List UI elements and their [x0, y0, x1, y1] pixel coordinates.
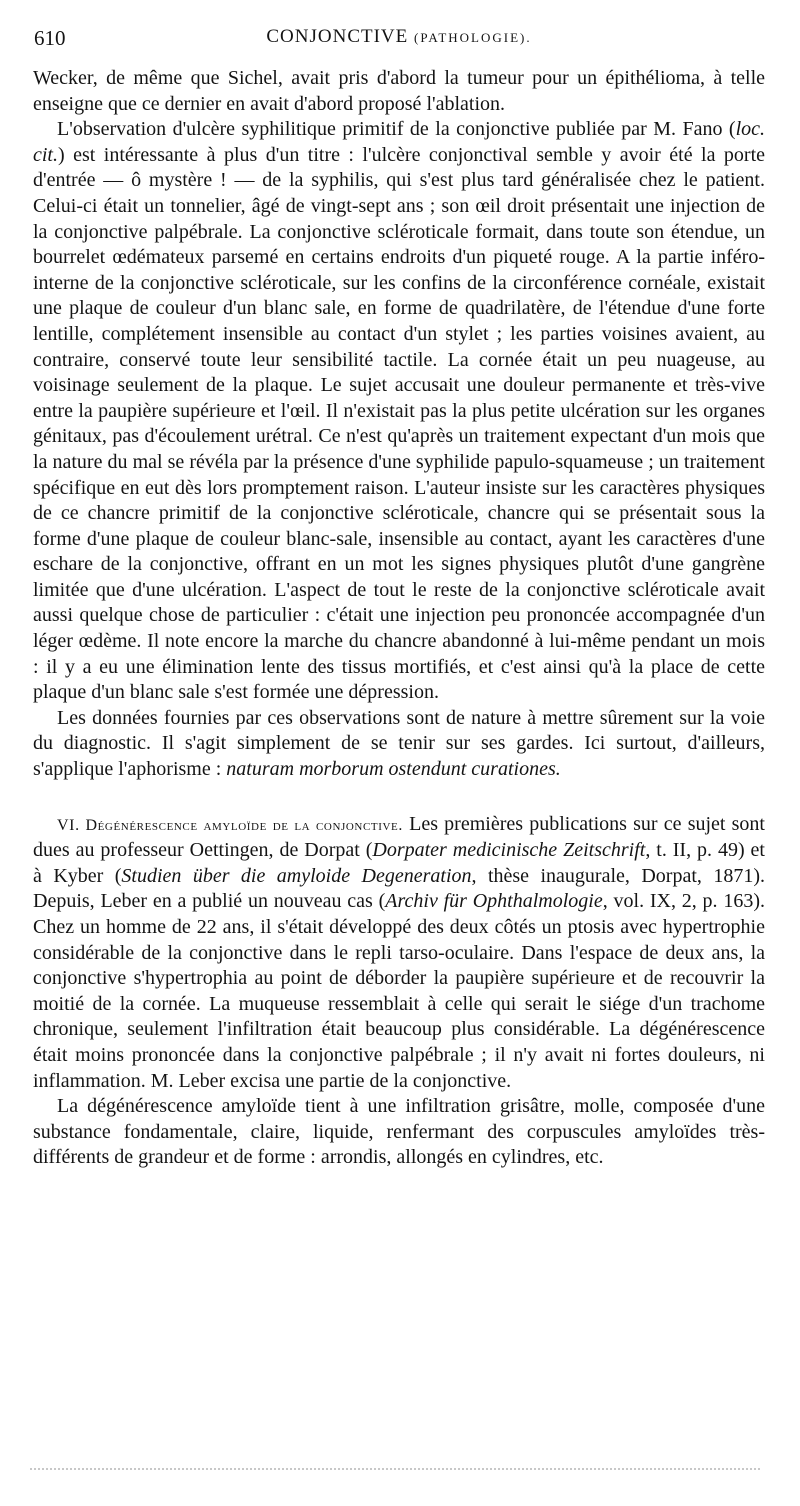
- paragraph-1: Wecker, de même que Sichel, avait pris d'abord la tumeur pour un épithélioma, à telle enseigne que ce dernier en avait d'abord proposé l'ablation.: [33, 67, 765, 115]
- running-title-sub: (PATHOLOGIE).: [414, 30, 532, 45]
- bleed-through-line: [30, 1468, 760, 1473]
- citation-loc-cit: loc. cit.: [33, 118, 765, 166]
- running-title: [34, 26, 764, 48]
- paragraph-4-text-c: , thèse inaugurale, Dorpat, 1871). Depuis, Leber en a publié un nouveau cas (: [33, 864, 765, 913]
- journal-title-1: Dorpater medicinische Zeitschrift: [372, 839, 646, 862]
- paragraph-2-text-a: L'observation d'ulcère syphilitique primitif de la conjonctive publiée par M. Fano (: [57, 118, 736, 141]
- running-title-main: CONJONCTIVE: [266, 26, 409, 47]
- section-gap: [33, 783, 765, 812]
- paragraph-3: [33, 706, 765, 783]
- paragraph-4: [33, 812, 765, 1095]
- paragraph-4-text-a: Les premières publications sur ce sujet sont dues au professeur Oettingen, de Dorpat (: [33, 812, 765, 862]
- page-number: 610: [34, 26, 66, 50]
- journal-title-3: Archiv für Ophthalmologie: [385, 890, 603, 913]
- paragraph-4-text-d: , vol. IX, 2, p. 163). Chez un homme de 22 ans, il s'était développé des deux côtés un ptosis avec hypertrophie considérable de la conjonctive dans le repli tarso-oculaire. Dans l'espace de deux ans, la conjonctive s'hypertrophia au point de déborder la paupière supérieure et de recouvrir la moitié de la cornée. La muqueuse ressemblait à celle qui serait le siége d'un trachome chronique, seulement l'infiltration était beaucoup plus considérable. La dégénérescence était moins prononcée dans la conjonctive palpébrale ; il n'y avait ni fortes douleurs, ni inflammation. M. Leber excisa une partie de la conjonctive.: [33, 890, 765, 1092]
- paragraph-4-text-b: , t. II, p. 49) et à Kyber (: [33, 839, 765, 887]
- section-heading: VI. Dégénérescence amyloïde de la conjonctive.: [57, 816, 403, 834]
- body-text: [33, 66, 765, 1171]
- paragraph-2-text-b: ) est intéressante à plus d'un titre : l'ulcère conjonctival semble y avoir été la porte d'entrée — ô mystère ! — de la syphilis, qui s'est plus tard généralisée chez le patient. Celui-ci était un tonnelier, âgé de vingt-sept ans ; son œil droit présentait une injection de la conjonctive palpébrale. La conjonctive scléroticale formait, dans toute son étendue, un bourrelet œdémateux parsemé en certains endroits d'un piqueté rouge. A la partie inféro-interne de la conjonctive scléroticale, sur les confins de la circonférence cornéale, existait une plaque de couleur d'un blanc sale, en forme de quadrilatère, de l'étendue d'une forte lentille, complétement insensible au contact d'un stylet ; les parties voisines avaient, au contraire, conservé toute leur sensibilité tactile. La cornée était un peu nuageuse, au voisinage seulement de la plaque. Le sujet accusait une douleur permanente et très-vive entre la paupière supérieure et l'œil. Il n'existait pas la plus petite ulcération sur les organes génitaux, pas d'écoulement urétral. Ce n'est qu'après un traitement expectant d'un mois que la nature du mal se révéla par la présence d'une syphilide papulo-squameuse ; un traitement spécifique en eut dès lors promptement raison. L'auteur insiste sur les caractères physiques de ce chancre primitif de la conjonctive scléroticale, chancre qui se présentait sous la forme d'une plaque de couleur blanc-sale, insensible au contact, ayant les caractères d'une eschare de la conjonctive, offrant en un mot les signes physiques plutôt d'une gangrène limitée que d'une ulcération. L'aspect de tout le reste de la conjonctive scléroticale avait aussi quelque chose de particulier : c'était une injection peu prononcée accompagnée d'un léger œdème. Il note encore la marche du chancre abandonné à lui-même pendant un mois : il y a eu une élimination lente des tissus mortifiés, et c'est ainsi qu'à la place de cette plaque d'un blanc sale s'est formée une dépression.: [33, 143, 765, 704]
- page-header: [34, 26, 764, 56]
- journal-title-2: Studien über die amyloide Degeneration: [121, 864, 472, 887]
- paragraph-5: La dégénérescence amyloïde tient à une infiltration grisâtre, molle, composée d'une substance fondamentale, claire, liquide, renfermant des corpuscules amyloïdes très-différents de grandeur et de forme : arrondis, allongés en cylindres, etc.: [33, 1095, 765, 1169]
- aphorism-quote: naturam morborum ostendunt curationes.: [226, 758, 561, 781]
- paragraph-3-text: Les données fournies par ces observations sont de nature à mettre sûrement sur la voie du diagnostic. Il s'agit simplement de se tenir sur ses gardes. Ici surtout, d'ailleurs, s'applique l'aphorisme :: [33, 706, 765, 781]
- paragraph-2: [33, 117, 765, 706]
